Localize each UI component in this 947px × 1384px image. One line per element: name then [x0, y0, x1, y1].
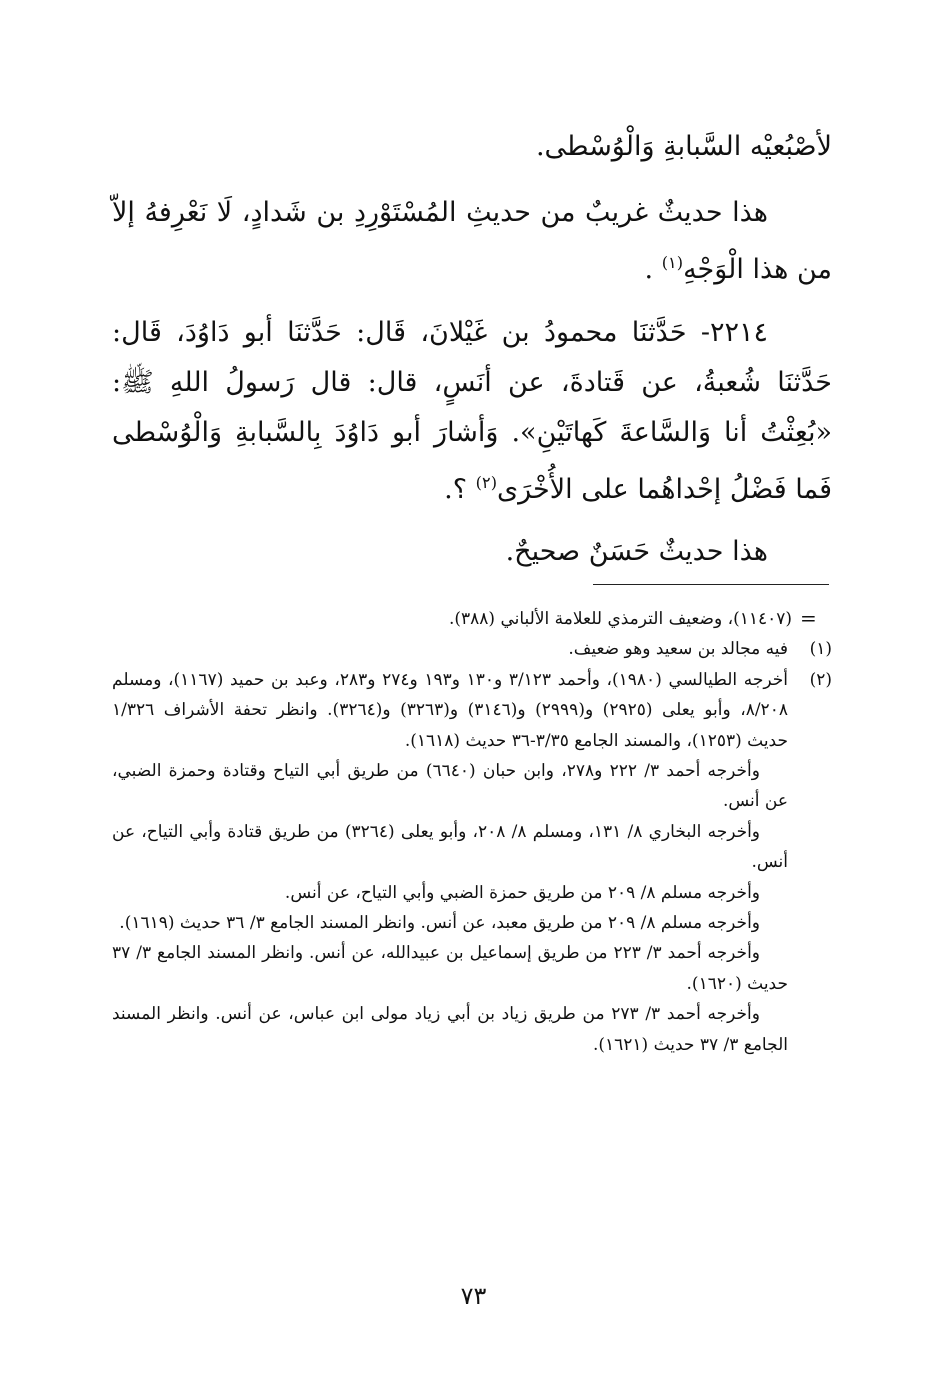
paragraph-wrapper — [112, 188, 832, 295]
main-paragraph-1 — [112, 122, 832, 172]
main-paragraph-2 — [112, 188, 832, 295]
grading-text: هذا حديثٌ حَسَنٌ صحيحٌ. — [505, 536, 768, 567]
footnotes — [112, 604, 832, 1060]
footnote-ref-2: (٢) — [475, 473, 498, 492]
footnote-separator — [593, 584, 829, 585]
footnote-text: وأخرجه مسلم ٨/ ٢٠٩ من طريق معبد، عن أنس. وانظر المسند الجامع ٣/ ٣٦ حديث (١٦١٩). — [119, 913, 760, 934]
continuation-mark: = — [800, 606, 817, 630]
footnote-number: (١) — [809, 639, 832, 660]
page-number: ٧٣ — [460, 1282, 487, 1310]
hadith-text: ٢٢١٤- حَدَّثنَا محمودُ بن غَيْلانَ، قَال: حَدَّثنَا أبو دَاوُدَ، قَال: حَدَّثنَا شُعبةُ، عن قَتادةَ، عن أنَسٍ، قال: قال رَسولُ اللهِ ﷺ: «بُعِثْتُ أنا وَالسَّاعةَ كَهاتَيْنِ». وَأشارَ أبو دَاوُدَ بِالسَّبابةِ وَالْوُسْطى فَما فَضْلُ إحْداهُما على الأُخْرَى — [112, 317, 832, 505]
footnote-ref-1: (١) — [661, 253, 684, 272]
paragraph-wrapper — [112, 308, 832, 515]
footnote-1 — [112, 634, 832, 664]
footnote-text: فيه مجالد بن سعيد وهو ضعيف. — [568, 639, 788, 660]
footnote-text: وأخرجه أحمد ٣/ ٢٢٢ و٢٧٨، وابن حبان (٦٦٤٠) من طريق أبي التياح وقتادة وحمزة الضبي، عن أنس. — [112, 761, 788, 812]
paragraph-end: . — [644, 254, 654, 285]
footnote-text: أخرجه الطيالسي (١٩٨٠)، وأحمد ٣/١٢٣ و١٣٠ و١٩٣ و٢٧٤ و٢٨٣، وعبد بن حميد (١١٦٧)، ومسلم ٨/٢٠٨، وأبو يعلى (٢٩٢٥) و(٢٩٩٩) و(٣١٤٦) و(٣٢٦٣) و(٣٢٦٤). وانظر تحفة الأشراف ١/٣٢٦ حديث (١٢٥٣)، والمسند الجامع ٣/٣٥-٣٦ حديث (١٦١٨). — [112, 669, 788, 751]
main-paragraph-4 — [112, 527, 832, 577]
footnote-number: (٢) — [809, 669, 832, 690]
footnote-text: وأخرجه مسلم ٨/ ٢٠٩ من طريق حمزة الضبي وأبي التياح، عن أنس. — [284, 882, 760, 903]
footnote-text: وأخرجه أحمد ٣/ ٢٢٣ من طريق إسماعيل بن عبيدالله، عن أنس. وانظر المسند الجامع ٣/ ٣٧ حديث (١٦٢٠). — [112, 943, 788, 994]
footnote-continuation: (١١٤٠٧)، وضعيف الترمذي للعلامة الألباني (٣٨٨). — [448, 609, 792, 629]
footnote-2 — [112, 665, 832, 1060]
paragraph-end: ؟. — [444, 474, 468, 505]
paragraph-text: هذا حديثٌ غريبٌ من حديثِ المُسْتَوْرِدِ بن شَدادٍ، لَا نَعْرِفهُ إلاّ من هذا الْوَجْهِ — [112, 197, 832, 285]
footnote-text: وأخرجه البخاري ٨/ ١٣١، ومسلم ٨/ ٢٠٨، وأبو يعلى (٣٢٦٤) من طريق قتادة وأبي التياح، عن أنس. — [112, 821, 788, 873]
footnote-text: وأخرجه أحمد ٣/ ٢٧٣ من طريق زياد بن أبي زياد مولى ابن عباس، عن أنس. وانظر المسند الجامع ٣/ ٣٧ حديث (١٦٢١). — [112, 1004, 788, 1055]
paragraph-text: لأصْبُعيْه السَّبابةِ وَالْوُسْطى. — [535, 131, 832, 162]
hadith-2214 — [112, 308, 832, 515]
